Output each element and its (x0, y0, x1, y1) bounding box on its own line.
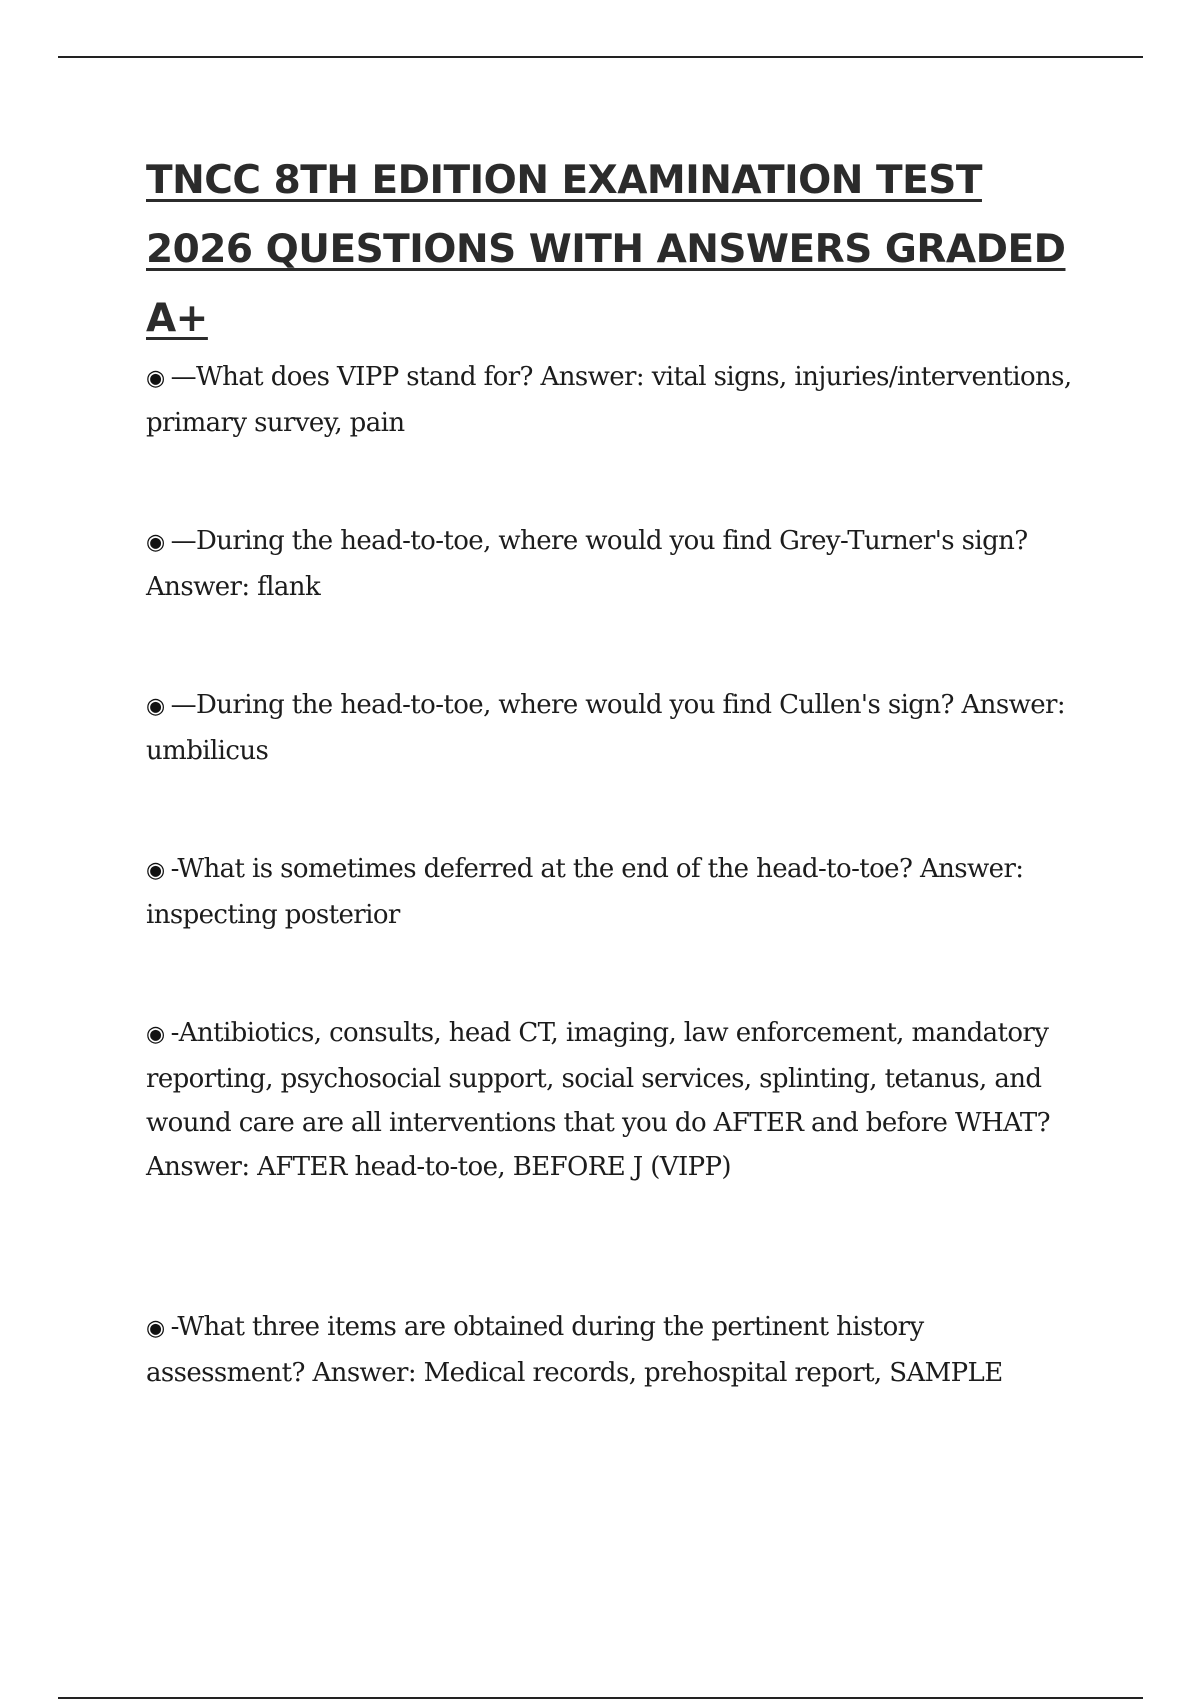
radio-bullet-icon: ◉ (146, 694, 165, 719)
radio-bullet-icon: ◉ (146, 1022, 165, 1047)
top-divider (58, 56, 1143, 58)
qa-text: —During the head-to-toe, where would you find Cullen's sign? Answer: umbilicus (146, 690, 1065, 766)
radio-bullet-icon: ◉ (146, 1316, 165, 1341)
qa-item (146, 683, 1086, 773)
qa-item (146, 519, 1086, 609)
qa-item (146, 847, 1086, 937)
qa-item (146, 1011, 1086, 1189)
qa-text: —What does VIPP stand for? Answer: vital signs, injuries/interventions, primary survey, pain (146, 362, 1072, 438)
document-title: TNCC 8TH EDITION EXAMINATION TEST 2026 QUESTIONS WITH ANSWERS GRADED A+ (146, 158, 1066, 341)
bottom-divider (58, 1697, 1143, 1699)
qa-item (146, 1305, 1086, 1395)
radio-bullet-icon: ◉ (146, 366, 165, 391)
qa-text: —During the head-to-toe, where would you find Grey-Turner's sign? Answer: flank (146, 526, 1028, 602)
qa-text: -What is sometimes deferred at the end of the head-to-toe? Answer: inspecting posterior (146, 854, 1024, 930)
radio-bullet-icon: ◉ (146, 530, 165, 555)
radio-bullet-icon: ◉ (146, 858, 165, 883)
qa-item (146, 355, 1086, 445)
qa-text: -Antibiotics, consults, head CT, imaging, law enforcement, mandatory reporting, psychosocial support, social services, splinting, tetanus, and wound care are all interventions that you do AFTER and before WHAT? Answer: AFTER head-to-toe, BEFORE J (VIPP) (146, 1018, 1051, 1182)
qa-text: -What three items are obtained during the pertinent history assessment? Answer: Medical records, prehospital report, SAMPLE (146, 1312, 1003, 1388)
